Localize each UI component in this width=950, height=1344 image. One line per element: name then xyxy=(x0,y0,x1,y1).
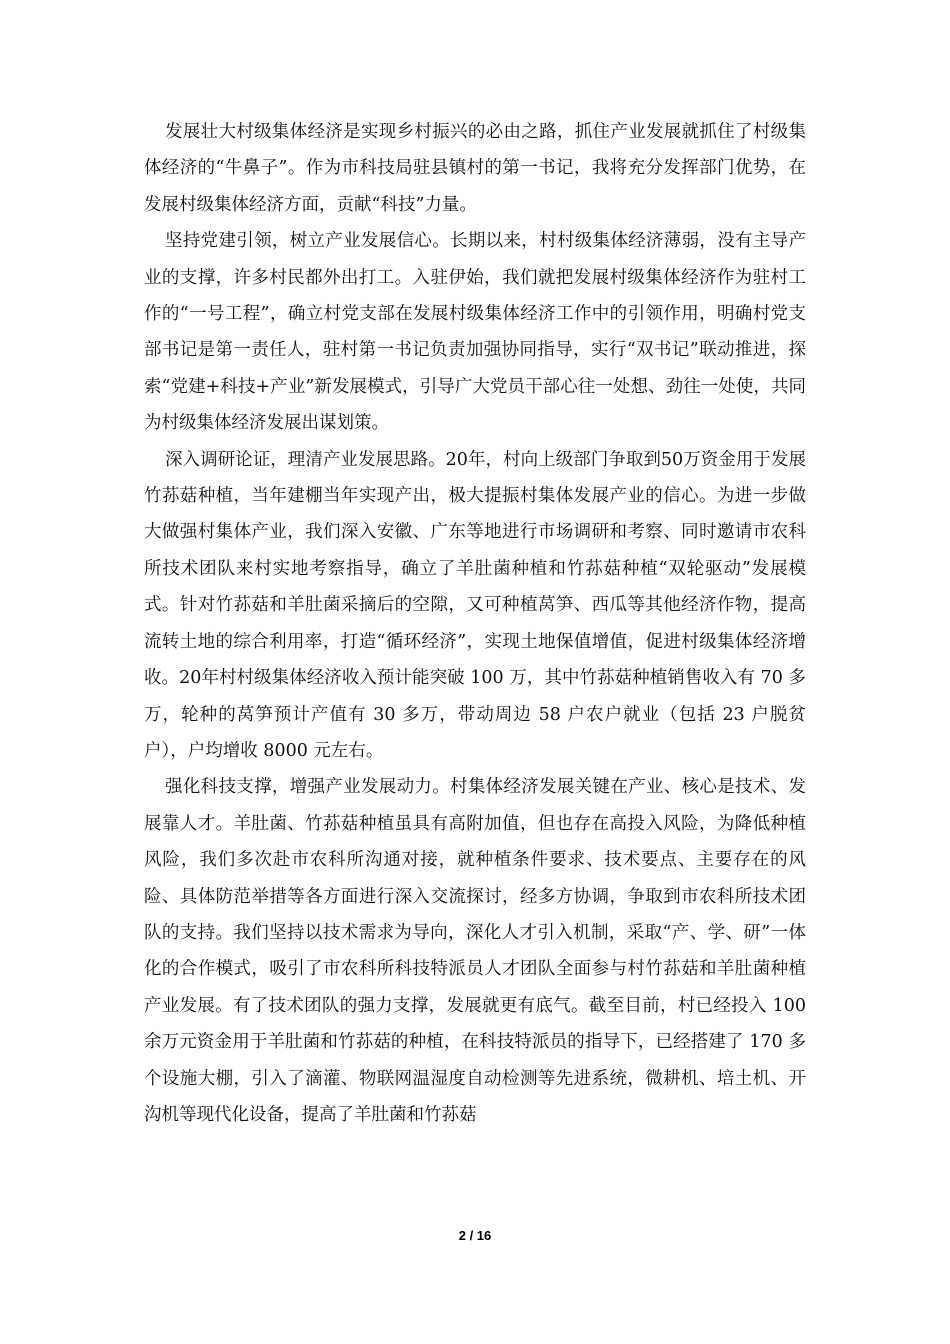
paragraph-intro: 发展壮大村级集体经济是实现乡村振兴的必由之路，抓住产业发展就抓住了村级集体经济的“牛鼻子”。作为市科技局驻县镇村的第一书记，我将充分发挥部门优势，在发展村级集体经济方面，贡献“科技”力量。 xyxy=(144,122,806,215)
paragraph-technology-support: 强化科技支撑，增强产业发展动力。村集体经济发展关键在产业、核心是技术、发展靠人才。羊肚菌、竹荪菇种植虽具有高附加值，但也存在高投入风险，为降低种植风险，我们多次赴市农科所沟通对接，就种植条件要求、技术要点、主要存在的风险、具体防范举措等各方面进行深入交流探讨，经多方协调，争取到市农科所技术团队的支持。我们坚持以技术需求为导向，深化人才引入机制，采取“产、学、研”一体化的合作模式，吸引了市农科所科技特派员人才团队全面参与村竹荪菇和羊肚菌种植产业发展。有了技术团队的强力支撑，发展就更有底气。截至目前，村已经投入 100 余万元资金用于羊肚菌和竹荪菇的种植，在科技特派员的指导下，已经搭建了 170 多个设施大棚，引入了滴灌、物联网温湿度自动检测等先进系统，微耕机、培土机、开沟机等现代化设备，提高了羊肚菌和竹荪菇 xyxy=(144,777,806,1125)
paragraph-research: 深入调研论证，理清产业发展思路。20年，村向上级部门争取到50万资金用于发展竹荪菇种植，当年建棚当年实现产出，极大提振村集体发展产业的信心。为进一步做大做强村集体产业，我们深入安徽、广东等地进行市场调研和考察、同时邀请市农科所技术团队来村实地考察指导，确立了羊肚菌种植和竹荪菇种植“双轮驱动”发展模式。针对竹荪菇和羊肚菌采摘后的空隙，又可种植莴笋、西瓜等其他经济作物，提高流转土地的综合利用率，打造“循环经济”，实现土地保值增值，促进村级集体经济增收。20年村村级集体经济收入预计能突破 100 万，其中竹荪菇种植销售收入有 70 多万，轮种的莴笋预计产值有 30 多万，带动周边 58 户农户就业（包括 23 户脱贫户），户均增收 8000 元左右。 xyxy=(144,449,806,761)
document-body xyxy=(144,114,806,1133)
page-number: 2 / 16 xyxy=(458,1228,492,1243)
paragraph-party-building: 坚持党建引领，树立产业发展信心。长期以来，村村级集体经济薄弱，没有主导产业的支撑，许多村民都外出打工。入驻伊始，我们就把发展村级集体经济作为驻村工作的“一号工程”，确立村党支部在发展村级集体经济工作中的引领作用，明确村党支部书记是第一责任人，驻村第一书记负责加强协同指导，实行“双书记”联动推进，探索“党建+科技+产业”新发展模式，引导广大党员干部心往一处想、劲往一处使，共同为村级集体经济发展出谋划策。 xyxy=(144,231,806,434)
